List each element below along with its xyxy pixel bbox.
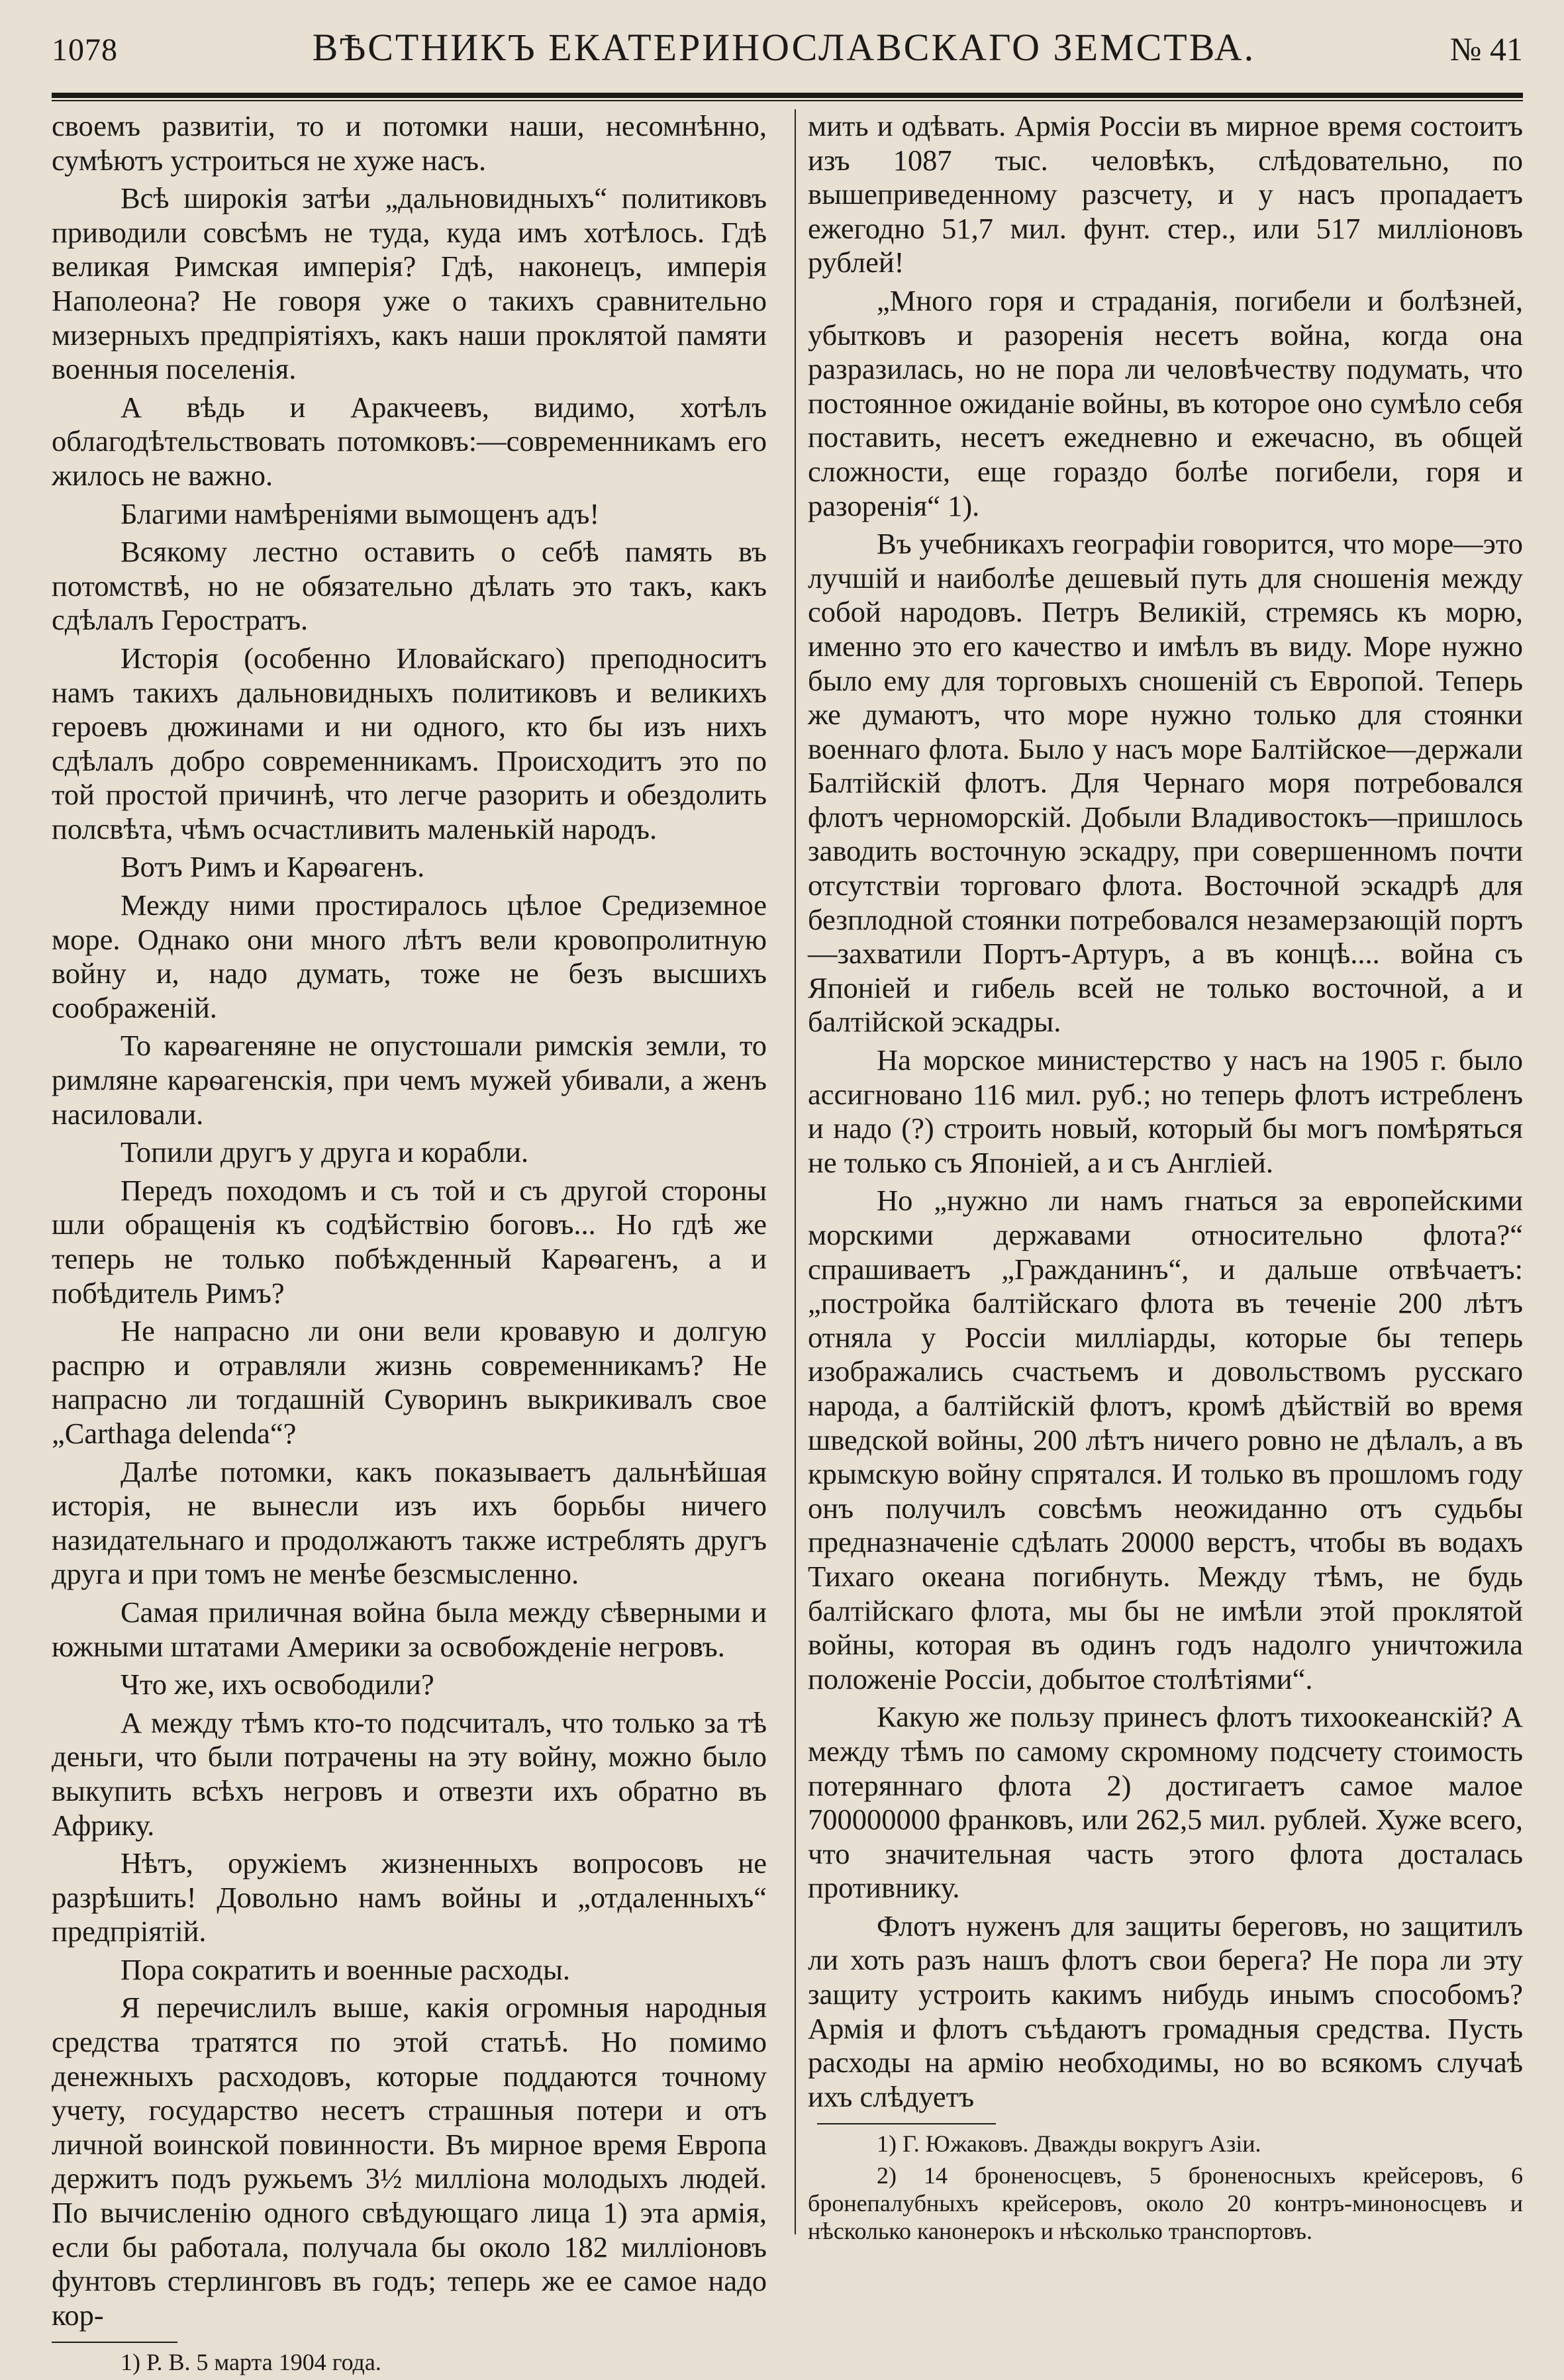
paragraph: Топили другъ у друга и корабли. bbox=[121, 1135, 529, 1169]
paragraph: Самая приличная война была между сѣверными и южными штатами Америки за освобожденіе негровъ. bbox=[52, 1595, 767, 1663]
paragraph: Благими намѣреніями вымощенъ адъ! bbox=[121, 497, 600, 530]
right-column bbox=[808, 109, 1523, 2380]
paragraph: Далѣе потомки, какъ показываетъ дальнѣйшая исторія, не вынесли изъ ихъ борьбы ничего назидательнаго и продолжаютъ также истреблять другъ друга и при томъ не менѣе безсмысленно. bbox=[52, 1454, 767, 1591]
journal-title: ВѢСТНИКЪ ЕКАТЕРИНОСЛАВСКАГО ЗЕМСТВА. bbox=[312, 26, 1256, 69]
paragraph: Какую же пользу принесъ флотъ тихоокеанскій? А между тѣмъ по самому скромному подсчету стоимость потеряннаго флота 2) достигаетъ самое малое 700000000 франковъ, или 262,5 мил. рублей. Хуже всего, что значительная часть этого флота досталась противнику. bbox=[808, 1700, 1523, 1905]
paragraph: Я перечислилъ выше, какія огромныя народныя средства тратятся по этой статьѣ. Но помимо денежныхъ расходовъ, которые поддаются точному учету, государство несетъ страшныя потери и отъ личной воинской повинности. Въ мирное время Европа держитъ подъ ружьемъ 3½ милліона молодыхъ людей. По вычисленію одного свѣдующаго лица 1) эта армія, если бы работала, получала бы около 182 милліоновъ фунтовъ стерлинговъ въ годъ; теперь же ее самое надо кор- bbox=[52, 1991, 767, 2332]
paragraph: Всѣ широкія затѣи „дальновидныхъ“ политиковъ приводили совсѣмъ не туда, куда имъ хотѣлось. Гдѣ великая Римская имперія? Гдѣ, наконецъ, имперія Наполеона? Не говоря уже о такихъ сравнительно мизерныхъ предпріятіяхъ, какъ наши проклятой памяти военныя поселенія. bbox=[52, 181, 767, 386]
paragraph: Не напрасно ли они вели кровавую и долгую распрю и отравляли жизнь современникамъ? Не напрасно ли тогдашній Суворинъ выкрикивалъ свое „Carthaga delenda“? bbox=[52, 1314, 767, 1450]
footnote-rule bbox=[817, 2123, 996, 2124]
paragraph: То карѳагеняне не опустошали римскія земли, то римляне карѳагенскія, при чемъ мужей убивали, а женъ насиловали. bbox=[52, 1029, 767, 1131]
paragraph: Между ними простиралось цѣлое Средиземное море. Однако они много лѣтъ вели кровопролитную войну и, надо думать, тоже не безъ высшихъ соображеній. bbox=[52, 888, 767, 1024]
paragraph: Нѣтъ, оружіемъ жизненныхъ вопросовъ не разрѣшить! Довольно намъ войны и „отдаленныхъ“ предпріятій. bbox=[52, 1846, 767, 1948]
footnote: 1) Р. В. 5 марта 1904 года. bbox=[121, 2349, 381, 2376]
paragraph: Вотъ Римъ и Карѳагенъ. bbox=[121, 850, 425, 884]
header-rule-thin bbox=[52, 100, 1523, 101]
paragraph: „Много горя и страданія, погибели и болѣзней, убытковъ и разоренія несетъ война, когда она разразилась, но не пора ли человѣчеству подумать, что постоянное ожиданіе войны, въ которое оно сумѣло себя поставить, несетъ ежедневно и ежечасно, въ общей сложности, еще гораздо болѣе погибели, горя и разоренія“ 1). bbox=[808, 283, 1523, 522]
paragraph: Но „нужно ли намъ гнаться за европейскими морскими державами относительно флота?“ спрашиваетъ „Гражданинъ“, и дальше отвѣчаетъ: „постройка балтійскаго флота въ теченіе 200 лѣтъ отняла у Россіи милліарды, которые бы теперь изображались счастьемъ и довольствомъ русскаго народа, а балтійскій флотъ, кромѣ дѣйствій во время шведской войны, 200 лѣтъ ничего ровно не дѣлалъ, а въ крымскую войну спрятался. И только въ прошломъ году онъ получилъ совсѣмъ неожиданно отъ судьбы предназначеніе сдѣлать 20000 верстъ, чтобы въ водахъ Тихаго океана погибнуть. Между тѣмъ, не будь балтійскаго флота, мы бы не имѣли этой проклятой войны, которая въ одинъ годъ надолго уничтожила положеніе Россіи, добытое столѣтіями“. bbox=[808, 1184, 1523, 1695]
paragraph: А между тѣмъ кто-то подсчиталъ, что только за тѣ деньги, что были потрачены на эту войну, можно было выкупить всѣхъ негровъ и отвезти ихъ обратно въ Африку. bbox=[52, 1705, 767, 1842]
paragraph: мить и одѣвать. Армія Россіи въ мирное время состоитъ изъ 1087 тыс. человѣкъ, слѣдовательно, по вышеприведенному разсчету, и у насъ пропадаетъ ежегодно 51,7 мил. фунт. стер., или 517 милліоновъ рублей! bbox=[808, 109, 1523, 279]
paragraph: А вѣдь и Аракчеевъ, видимо, хотѣлъ облагодѣтельствовать потомковъ:—современникамъ его жилось не важно. bbox=[52, 390, 767, 492]
footnote: 2) 14 броненосцевъ, 5 броненосныхъ крейсеровъ, 6 бронепалубныхъ крейсеровъ, около 20 контръ-миноносцевъ и нѣсколько канонерокъ и нѣсколько транспортовъ. bbox=[808, 2162, 1523, 2245]
paragraph: своемъ развитіи, то и потомки наши, несомнѣнно, сумѣютъ устроиться не хуже насъ. bbox=[52, 109, 767, 177]
paragraph: Флотъ нуженъ для защиты береговъ, но защитилъ ли хоть разъ нашъ флотъ свои берега? Не пора ли эту защиту устроить какимъ нибудь инымъ способомъ? Армія и флотъ съѣдаютъ громадныя средства. Пусть расходы на армію необходимы, но во всякомъ случаѣ ихъ слѣдуетъ bbox=[808, 1909, 1523, 2113]
footnote-rule bbox=[52, 2342, 177, 2343]
issue-number: № 41 bbox=[1449, 30, 1523, 68]
page-header bbox=[52, 20, 1523, 81]
paragraph: Всякому лестно оставить о себѣ память въ потомствѣ, но не обязательно дѣлать это такъ, какъ сдѣлалъ Геростратъ. bbox=[52, 535, 767, 637]
header-rule bbox=[52, 93, 1523, 98]
column-divider bbox=[795, 109, 796, 2234]
columns bbox=[52, 109, 1523, 2380]
page-number: 1078 bbox=[52, 32, 118, 68]
paragraph: Исторія (особенно Иловайскаго) преподноситъ намъ такихъ дальновидныхъ политиковъ и великихъ героевъ дюжинами и ни одного, кто бы изъ нихъ сдѣлалъ добро современникамъ. Происходитъ это по той простой причинѣ, что легче разорить и обездолить полсвѣта, чѣмъ осчастливить маленькій народъ. bbox=[52, 641, 767, 845]
paragraph: Что же, ихъ освободили? bbox=[121, 1668, 434, 1701]
paragraph: Пора сократить и военные расходы. bbox=[121, 1952, 571, 1986]
left-column bbox=[52, 109, 767, 2380]
paragraph: Въ учебникахъ географіи говорится, что море—это лучшій и наиболѣе дешевый путь для сношенія между собой народовъ. Петръ Великій, стремясь къ морю, именно это его качество и имѣлъ въ виду. Море нужно было ему для торговыхъ сношеній съ Европой. Теперь же думаютъ, что море нужно только для стоянки военнаго флота. Было у насъ море Балтійское—держали Балтійскій флотъ. Для Чернаго моря потребовался флотъ черноморскій. Добыли Владивостокъ—пришлось заводить восточную эскадру, при совершенномъ почти отсутствіи торговаго флота. Восточной эскадрѣ для безплодной стоянки потребовался незамерзающій портъ—захватили Портъ-Артуръ, а въ концѣ.... война съ Японіей и гибель всей не только восточной, а и балтійской эскадры. bbox=[808, 527, 1523, 1039]
paragraph: Передъ походомъ и съ той и съ другой стороны шли обращенія къ содѣйствію боговъ... Но гдѣ же теперь не только побѣжденный Карѳагенъ, а и побѣдитель Римъ? bbox=[52, 1173, 767, 1309]
footnote: 1) Г. Южаковъ. Дважды вокругъ Азіи. bbox=[877, 2130, 1261, 2158]
paragraph: На морское министерство у насъ на 1905 г. было ассигновано 116 мил. руб.; но теперь флотъ истребленъ и надо (?) строить новый, который бы могъ помѣряться не только съ Японіей, а и съ Англіей. bbox=[808, 1043, 1523, 1179]
